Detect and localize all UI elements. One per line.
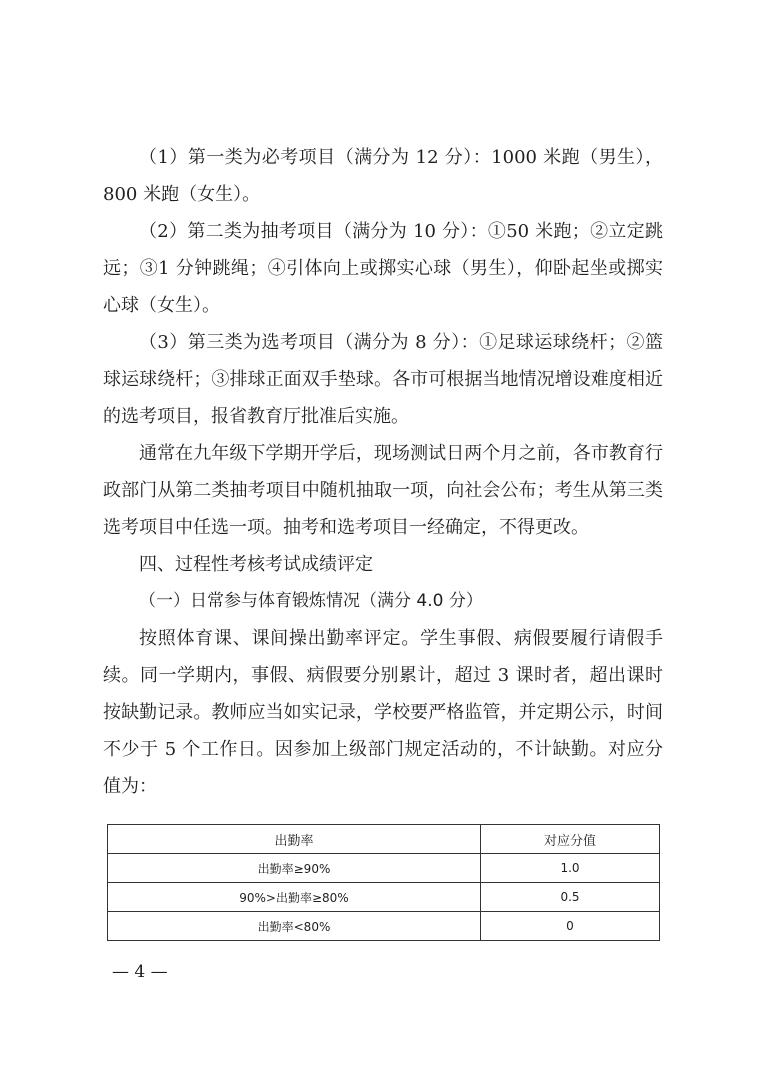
attendance-score-table bbox=[107, 824, 660, 941]
paragraph-selection-rules: 通常在九年级下学期开学后，现场测试日两个月之前，各市教育行政部门从第二类抽考项目中随机抽取一项，向社会公布；考生从第三类选考项目中任选一项。抽考和选考项目一经确定，不得更改。 bbox=[103, 443, 663, 538]
paragraph-category-three: （3）第三类为选考项目（满分为 8 分）：①足球运球绕杆；②篮球运球绕杆；③排球正面双手垫球。各市可根据当地情况增设难度相近的选考项目，报省教育厅批准后实施。 bbox=[103, 332, 663, 427]
cell-attendance-rate: 出勤率≥90% bbox=[108, 854, 481, 883]
paragraph-category-one: （1）第一类为必考项目（满分为 12 分）：1000 米跑（男生），800 米跑（女生）。 bbox=[103, 147, 663, 205]
sub-heading-one: （一）日常参与体育锻炼情况（满分 4.0 分） bbox=[139, 591, 483, 611]
table-row bbox=[108, 854, 660, 883]
paragraph-attendance-rules: 按照体育课、课间操出勤率评定。学生事假、病假要履行请假手续。同一学期内，事假、病假要分别累计，超过 3 课时者，超出课时按缺勤记录。教师应当如实记录，学校要严格监管，并定期公示，时间不少于 5 个工作日。因参加上级部门规定活动的，不计缺勤。对应分值为： bbox=[103, 628, 663, 797]
section-heading-four: 四、过程性考核考试成绩评定 bbox=[139, 554, 373, 575]
header-score: 对应分值 bbox=[480, 825, 659, 854]
header-attendance-rate: 出勤率 bbox=[108, 825, 481, 854]
cell-attendance-rate: 90%>出勤率≥80% bbox=[108, 883, 481, 912]
table-row bbox=[108, 912, 660, 941]
cell-score: 1.0 bbox=[480, 854, 659, 883]
attendance-score-table-wrap bbox=[107, 824, 660, 941]
cell-score: 0 bbox=[480, 912, 659, 941]
document-body bbox=[103, 139, 663, 805]
cell-score: 0.5 bbox=[480, 883, 659, 912]
table-header-row bbox=[108, 825, 660, 854]
page-number: — 4 — bbox=[112, 962, 168, 982]
table-row bbox=[108, 883, 660, 912]
cell-attendance-rate: 出勤率<80% bbox=[108, 912, 481, 941]
paragraph-category-two: （2）第二类为抽考项目（满分为 10 分）：①50 米跑；②立定跳远；③1 分钟跳绳；④引体向上或掷实心球（男生），仰卧起坐或掷实心球（女生）。 bbox=[103, 221, 663, 316]
